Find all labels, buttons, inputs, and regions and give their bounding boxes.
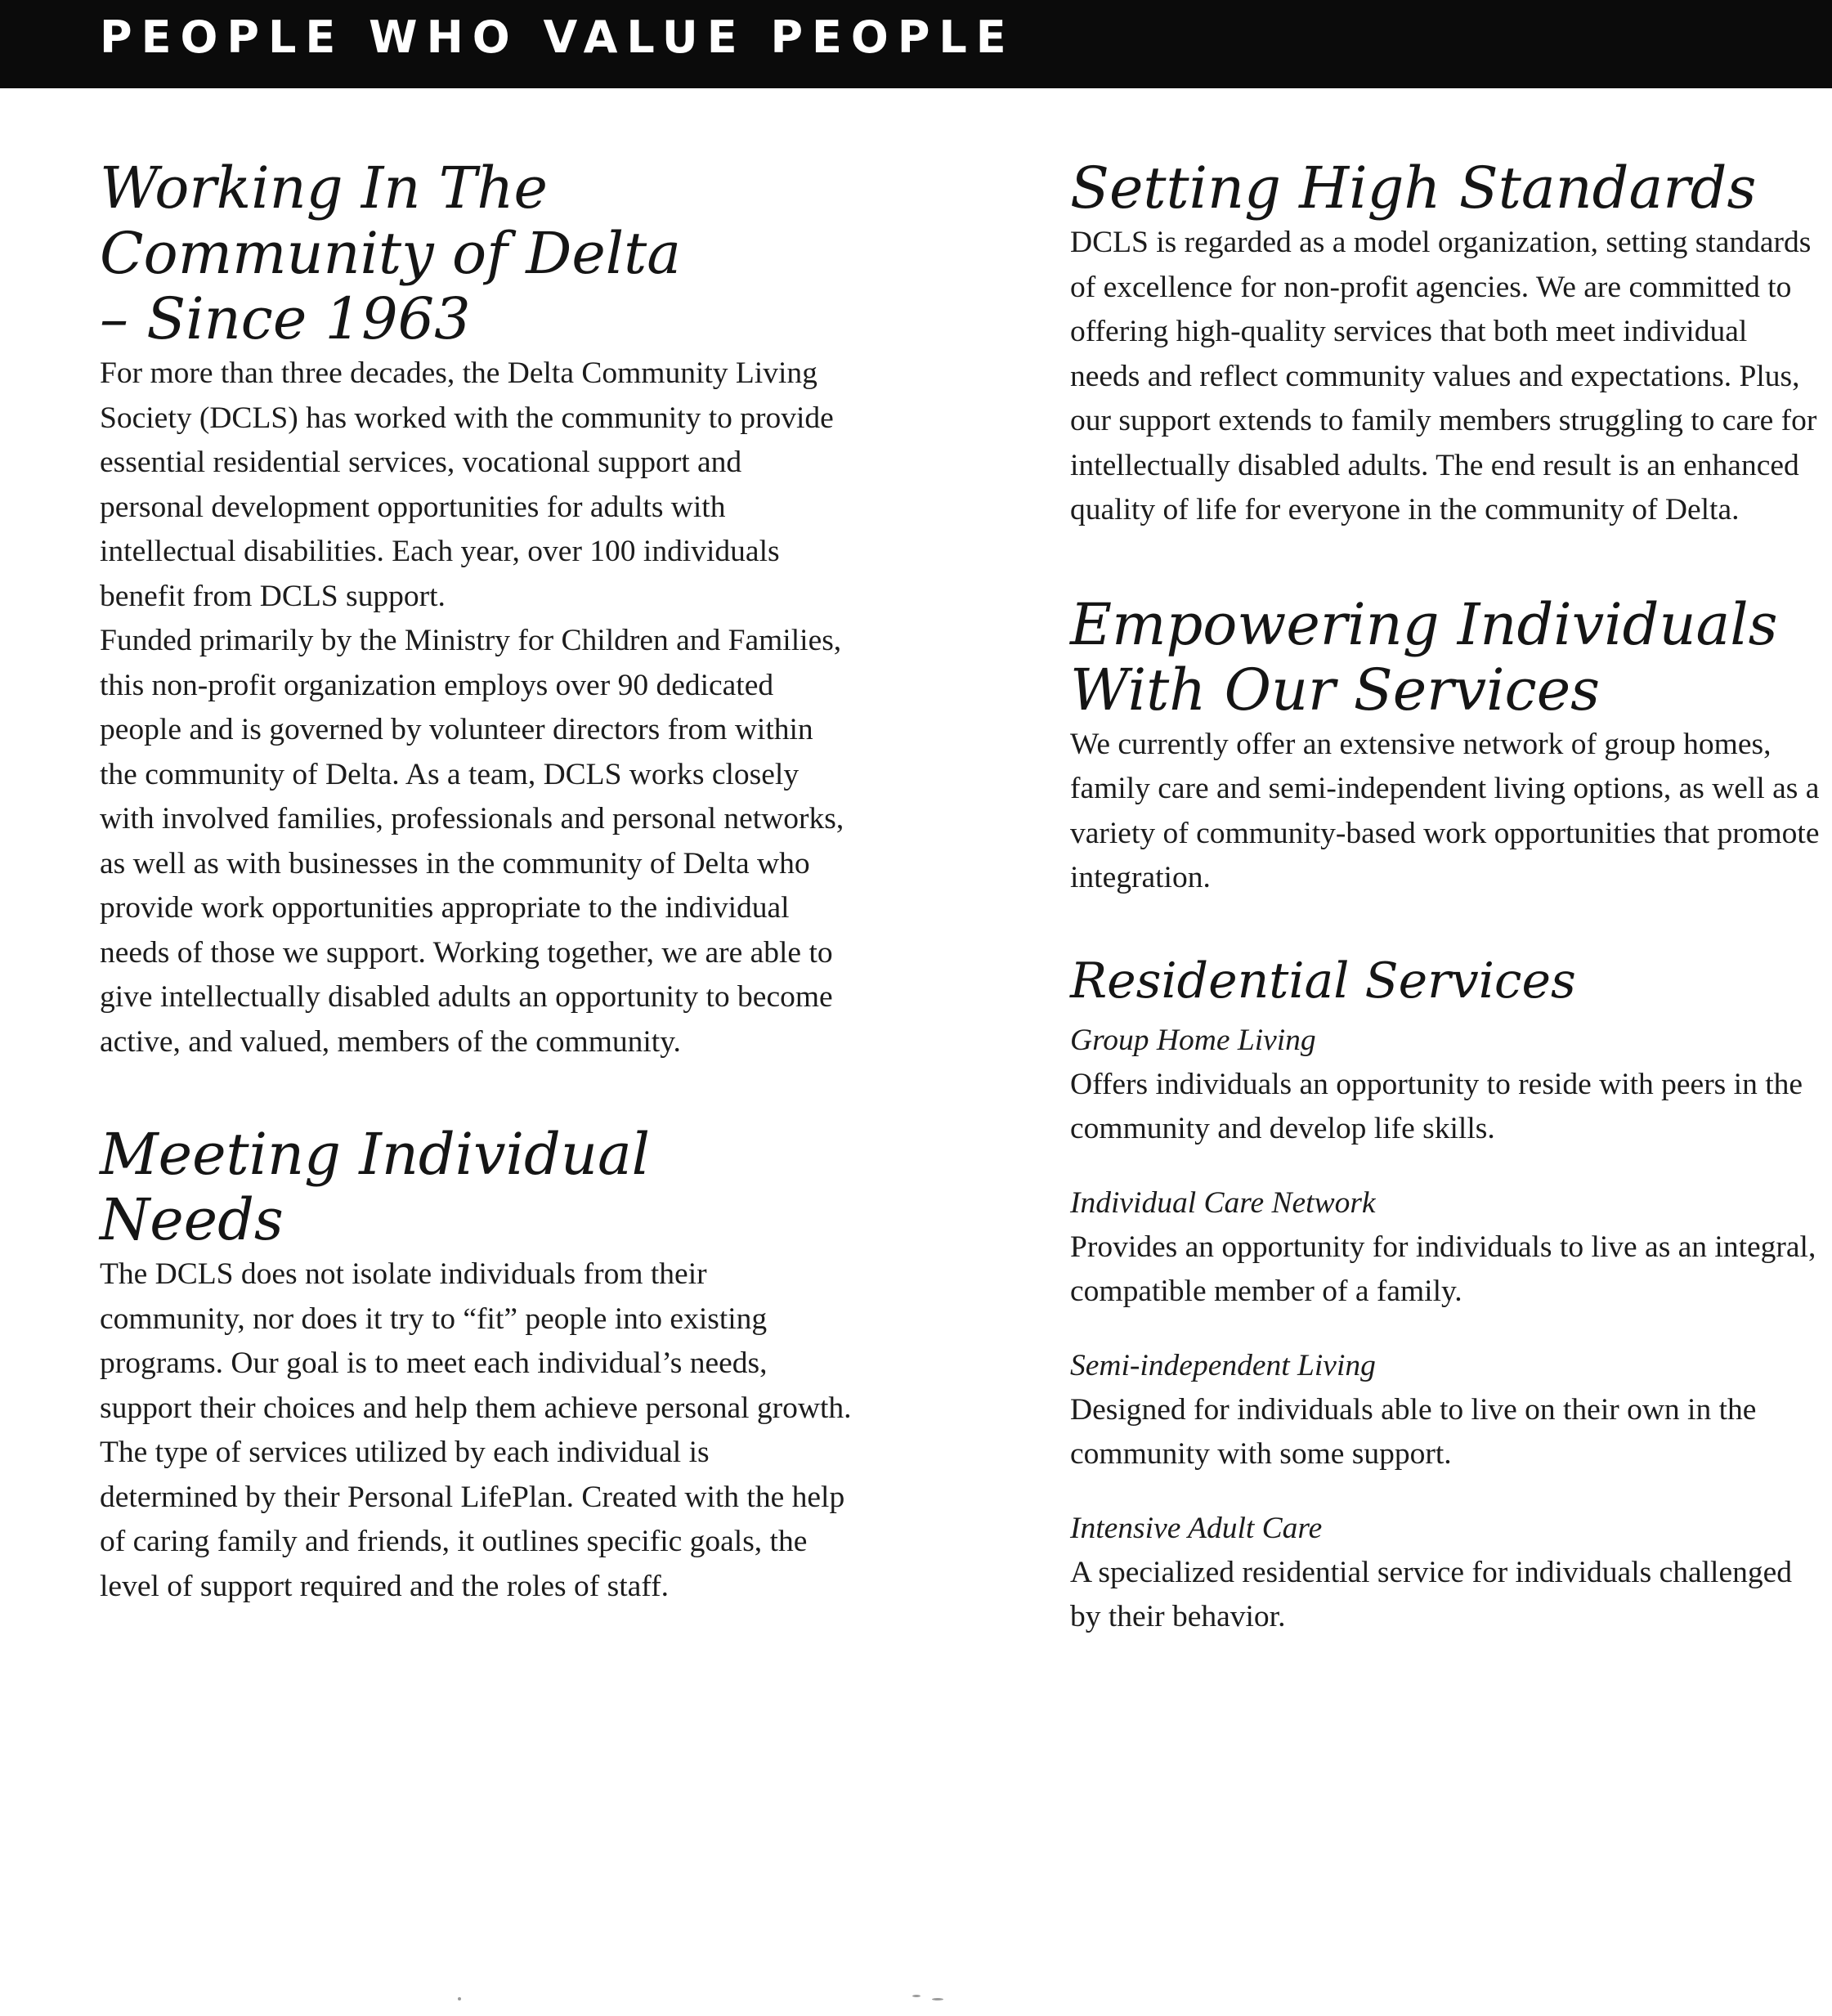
service-description: A specialized residential service for individuals challenged by their behavior.	[1070, 1555, 1793, 1633]
service-name: Intensive Adult Care	[1070, 1511, 1323, 1545]
heading-line: Setting High Standards	[1070, 155, 1757, 222]
service-item	[1070, 1344, 1822, 1477]
section-empowering-individuals	[1070, 592, 1822, 901]
banner-title: PEOPLE WHO VALUE PEOPLE	[100, 11, 1015, 63]
body-paragraph: Funded primarily by the Ministry for Children and Families, this non-profit organization employs over 90 dedicated people and is governed by volunteer directors from within the community of Delta. As a team, DCLS works closely with involved families, professionals and personal networks, as well as with businesses in the community of Delta who provide work opportunities appropriate to the individual needs of those we support. Working together, we are able to give intellectually disabled adults an opportunity to become active, and valued, members of the community.	[100, 624, 844, 1059]
scan-speck	[912, 1995, 920, 1997]
service-item	[1070, 1507, 1822, 1640]
left-column	[100, 155, 852, 1609]
section-residential-services	[1070, 950, 1822, 1640]
heading-line: Community of Delta	[100, 220, 682, 287]
service-name: Group Home Living	[1070, 1023, 1316, 1057]
section-heading	[1070, 592, 1822, 723]
header-banner	[0, 0, 1832, 88]
heading-line: Working In The	[100, 155, 548, 222]
right-column	[1070, 155, 1822, 1640]
service-description: Provides an opportunity for individuals to live as an integral, compatible member of a family.	[1070, 1230, 1816, 1308]
section-meeting-individual-needs	[100, 1122, 852, 1609]
section-setting-high-standards	[1070, 155, 1822, 533]
scan-speck	[458, 1997, 461, 2000]
heading-line: Empowering Individuals	[1070, 590, 1778, 658]
section-heading	[100, 155, 852, 352]
heading-line: With Our Services	[1070, 656, 1601, 724]
service-item	[1070, 1181, 1822, 1315]
section-heading: Residential Services	[1070, 952, 1576, 1010]
service-name: Individual Care Network	[1070, 1185, 1376, 1220]
scan-speck	[932, 1998, 943, 2000]
section-working-in-community	[100, 155, 852, 1064]
service-item	[1070, 1019, 1822, 1152]
body-paragraph: For more than three decades, the Delta Community Living Society (DCLS) has worked with the community to provide essential residential services, vocational support and personal development opportunities for adults with intellectual disabilities. Each year, over 100 individuals benefit from DCLS support.	[100, 356, 834, 613]
heading-line: – Since 1963	[100, 285, 471, 352]
body-paragraph: We currently offer an extensive network of group homes, family care and semi-independent living options, as well as a variety of community-based work opportunities that promote integration.	[1070, 727, 1820, 894]
section-heading	[100, 1122, 852, 1252]
body-paragraph: The type of services utilized by each individual is determined by their Personal LifePlan. Created with the help of caring family and friends, it outlines specific goals, the level of support required and the roles of staff.	[100, 1436, 845, 1603]
heading-line: Meeting Individual Needs	[100, 1121, 651, 1253]
body-paragraph: DCLS is regarded as a model organization, setting standards of excellence for non-profit agencies. We are committed to offering high-quality services that both meet individual needs and reflect community values and expectations. Plus, our support extends to family members struggling to care for intellectually disabled adults. The end result is an enhanced quality of life for everyone in the community of Delta.	[1070, 226, 1817, 526]
service-name: Semi-independent Living	[1070, 1348, 1376, 1382]
service-description: Offers individuals an opportunity to reside with peers in the community and develop life skills.	[1070, 1067, 1803, 1145]
service-description: Designed for individuals able to live on their own in the community with some support.	[1070, 1392, 1757, 1471]
section-heading	[1070, 155, 1822, 221]
body-paragraph: The DCLS does not isolate individuals from their community, nor does it try to “fit” people into existing programs. Our goal is to meet each individual’s needs, support their choices and help them achieve personal growth.	[100, 1257, 852, 1425]
